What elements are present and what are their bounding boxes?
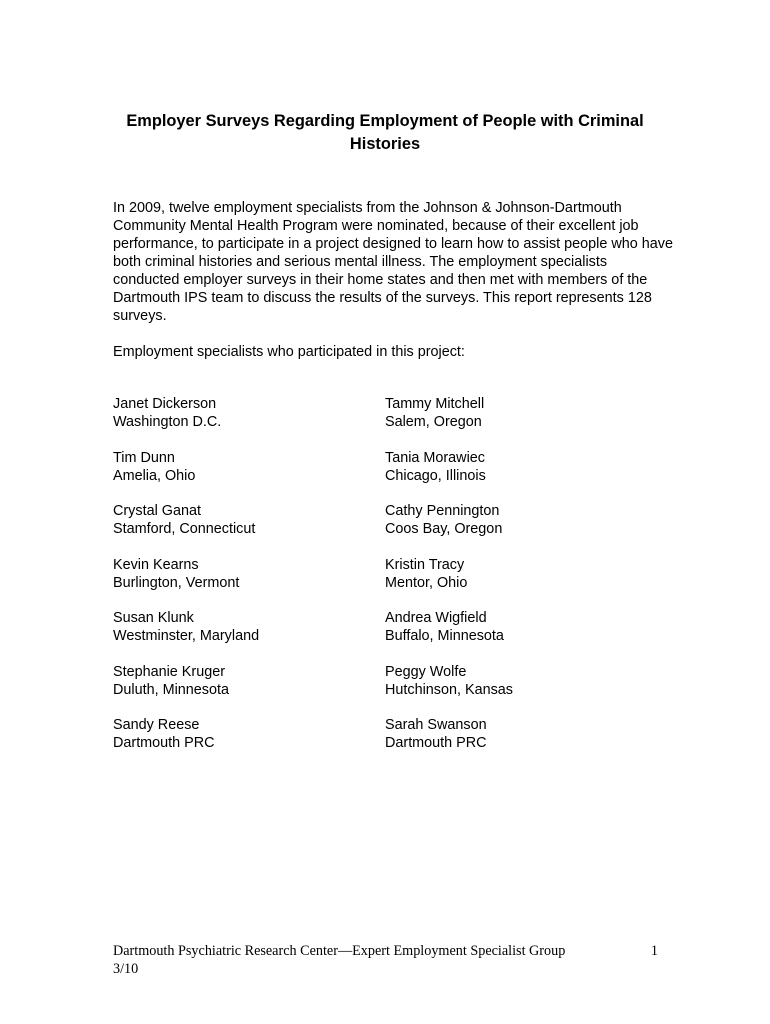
participant-entry [113, 609, 373, 645]
participant-entry [113, 716, 373, 752]
intro-paragraph: In 2009, twelve employment specialists from the Johnson & Johnson-Dartmouth Community Mental Health Program were nominated, because of their excellent job performance, to participate in a project designed to learn how to assist people who have both criminal histories and serious mental illness. The employment specialists conducted employer surveys in their home states and then met with members of the Dartmouth IPS team to discuss the results of the surveys. This report represents 128 surveys. [113, 200, 673, 324]
participant-entry [385, 502, 655, 538]
participant-name: Janet Dickerson [113, 396, 217, 412]
participant-name: Kristin Tracy [385, 556, 465, 573]
page-number: 1 [650, 943, 658, 959]
participant-location: Amelia, Ohio [113, 467, 196, 484]
participant-name: Andrea Wigfield [385, 610, 487, 626]
page-footer [113, 942, 658, 978]
footer-date: 3/10 [113, 961, 139, 977]
participant-location: Coos Bay, Oregon [385, 521, 503, 537]
participant-name: Sandy Reese [113, 717, 200, 733]
participant-entry [113, 556, 373, 592]
participant-entry [113, 395, 373, 431]
participant-pair [113, 663, 673, 699]
participant-entry [385, 663, 655, 699]
participant-location: Burlington, Vermont [113, 574, 240, 591]
participant-pair [113, 502, 673, 538]
participant-location: Westminster, Maryland [113, 628, 260, 644]
participant-name: Sarah Swanson [385, 717, 487, 733]
participant-entry [385, 716, 655, 752]
participant-location: Washington D.C. [113, 414, 222, 430]
participant-location: Hutchinson, Kansas [385, 681, 513, 698]
participant-entry [385, 609, 655, 645]
participant-location: Duluth, Minnesota [113, 681, 229, 698]
participant-pair [113, 556, 673, 592]
participant-location: Salem, Oregon [385, 414, 482, 430]
participant-pair [113, 716, 673, 752]
participant-name: Stephanie Kruger [113, 663, 226, 680]
participant-name: Peggy Wolfe [385, 663, 467, 680]
participant-name: Tim Dunn [113, 449, 175, 466]
participant-location: Buffalo, Minnesota [385, 628, 504, 644]
participant-location: Dartmouth PRC [385, 735, 487, 751]
participant-location: Stamford, Connecticut [113, 521, 256, 537]
participant-name: Crystal Ganat [113, 503, 201, 519]
participant-name: Kevin Kearns [113, 556, 199, 573]
participant-name: Tammy Mitchell [385, 396, 485, 412]
participant-entry [113, 449, 373, 485]
participant-pair [113, 609, 673, 645]
participant-entry [385, 449, 655, 485]
participant-entry [113, 663, 373, 699]
footer-organization: Dartmouth Psychiatric Research Center—Expert Employment Specialist Group [113, 943, 566, 959]
participant-entry [385, 395, 655, 431]
participant-entry [113, 502, 373, 538]
participant-location: Dartmouth PRC [113, 735, 215, 751]
participant-location: Mentor, Ohio [385, 574, 468, 591]
participant-entry [385, 556, 655, 592]
participant-name: Cathy Pennington [385, 503, 500, 519]
page-title: Employer Surveys Regarding Employment of People with Criminal Histories [126, 112, 644, 153]
participant-location: Chicago, Illinois [385, 467, 486, 484]
participants-heading: Employment specialists who participated in this project: [113, 344, 465, 360]
participant-pair [113, 449, 673, 485]
participant-name: Tania Morawiec [385, 449, 485, 466]
participant-pair [113, 395, 673, 431]
participant-name: Susan Klunk [113, 610, 194, 626]
